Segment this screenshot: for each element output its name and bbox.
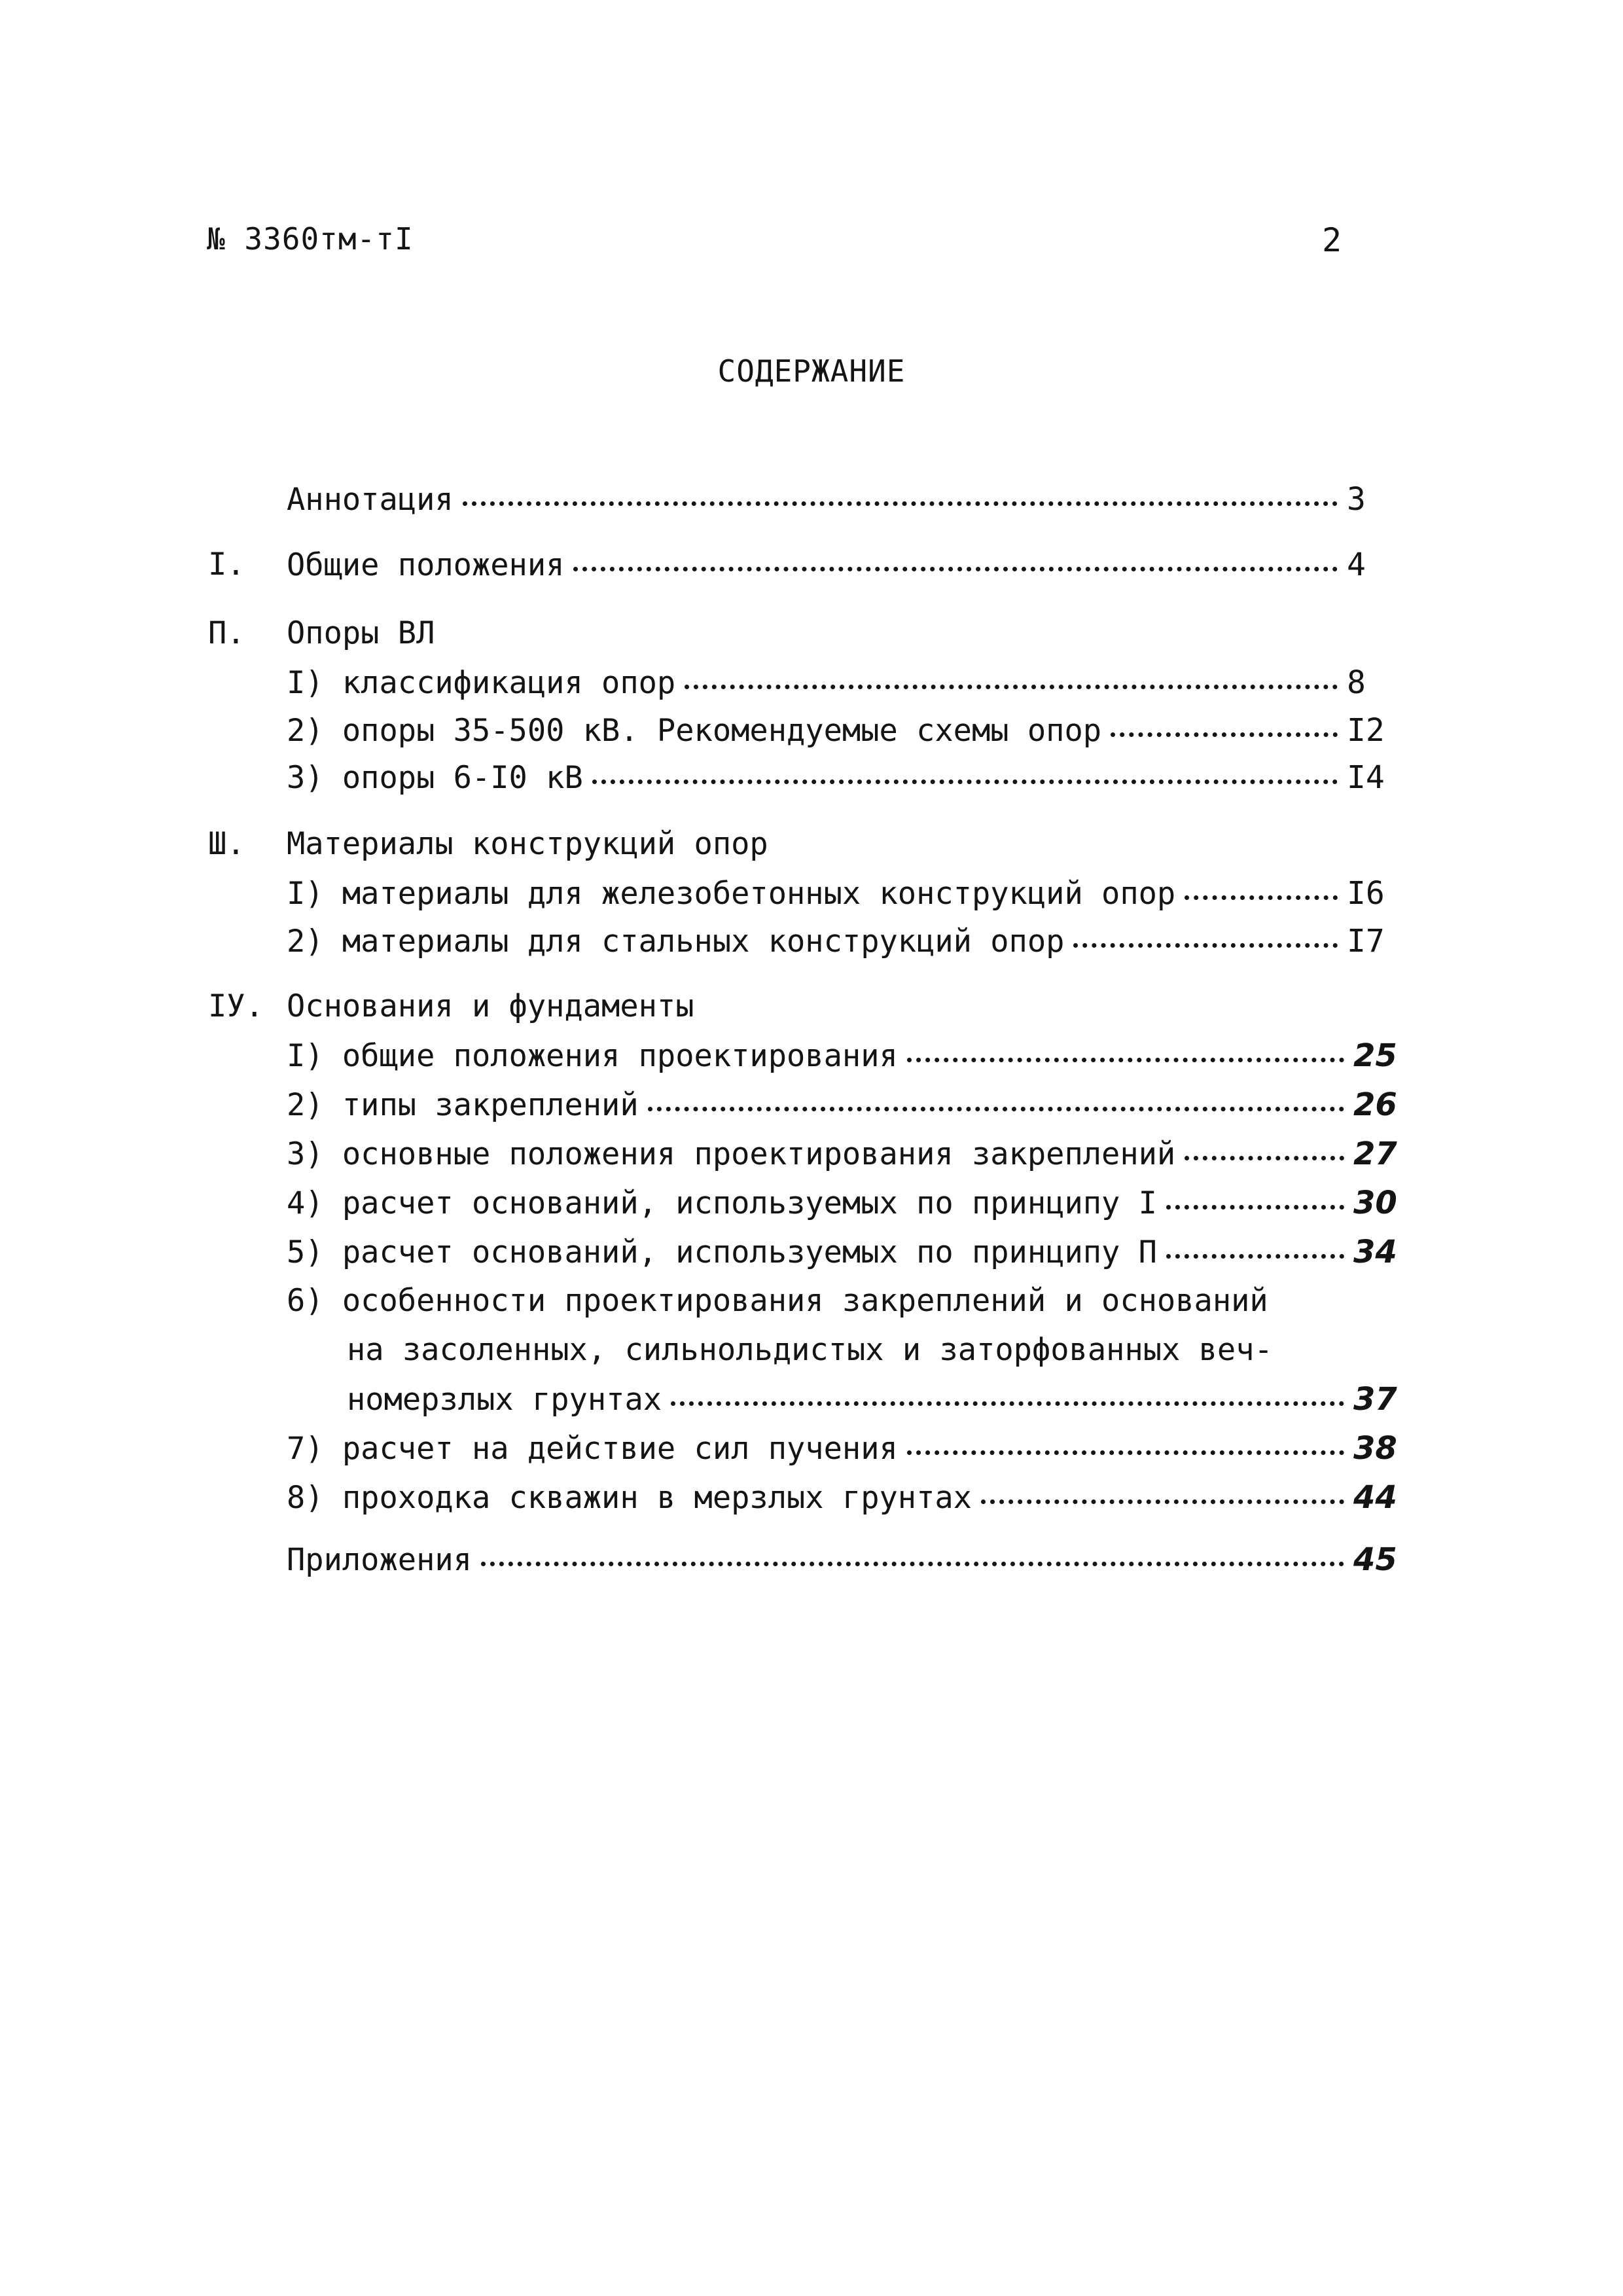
section-heading-2: Опоры ВЛ <box>287 615 435 651</box>
dot-leader <box>592 780 1338 784</box>
dot-leader <box>685 685 1338 689</box>
toc-entry-label: I) материалы для железобетонных конструкций опор <box>287 876 1176 912</box>
toc-entry-3-2 <box>287 923 1399 960</box>
dot-leader <box>907 1450 1344 1455</box>
toc-entry-4-6-line-2: на засоленных, сильнольдистых и заторфованных веч- <box>347 1332 1273 1368</box>
dot-leader <box>648 1107 1344 1111</box>
toc-entry-label: 8) проходка скважин в мерзлых грунтах <box>287 1480 972 1516</box>
toc-entry-4-1 <box>287 1037 1406 1074</box>
toc-entry-label: 7) расчет на действие сил пучения <box>287 1431 898 1467</box>
toc-entry-label: 3) основные положения проектирования закреплений <box>287 1136 1176 1172</box>
dot-leader <box>671 1401 1344 1406</box>
toc-entry-page: 3 <box>1347 481 1366 518</box>
toc-entry-label: Аннотация <box>287 482 454 518</box>
toc-entry-page: I6 <box>1347 875 1385 912</box>
dot-leader <box>463 501 1338 506</box>
toc-entry-page: I4 <box>1347 759 1385 796</box>
toc-entry-label: I) классификация опор <box>287 665 676 701</box>
toc-entry-label: 4) расчет оснований, используемых по принципу I <box>287 1185 1157 1221</box>
toc-entry-label: 2) материалы для стальных конструкций опор <box>287 924 1065 960</box>
toc-entry-label: 2) типы закреплений <box>287 1087 639 1123</box>
toc-entry-4-2 <box>287 1086 1406 1123</box>
toc-entry-label: Приложения <box>287 1542 472 1578</box>
toc-title: СОДЕРЖАНИЕ <box>717 353 906 389</box>
section-heading-4: Основания и фундаменты <box>287 988 694 1024</box>
toc-entry-4-7 <box>287 1430 1406 1467</box>
toc-entry-2-2 <box>287 712 1399 749</box>
document-number: № 3360тм-тI <box>207 221 414 257</box>
dot-leader <box>1185 895 1338 900</box>
dot-leader <box>1111 732 1338 737</box>
dot-leader <box>1073 943 1338 948</box>
section-heading-3: Материалы конструкций опор <box>287 826 768 862</box>
section-numeral-3: Ш. <box>208 826 245 862</box>
toc-entry-page: 8 <box>1347 664 1366 701</box>
toc-entry-annotation <box>287 481 1399 518</box>
toc-entry-label: 5) расчет оснований, используемых по принципу П <box>287 1234 1157 1270</box>
toc-entry-page: I7 <box>1347 923 1385 960</box>
dot-leader <box>481 1562 1344 1566</box>
toc-entry-4-5 <box>287 1234 1406 1270</box>
toc-entry-2-3 <box>287 759 1399 796</box>
page-number: 2 <box>1322 221 1342 259</box>
toc-entry-page: 38 <box>1353 1430 1397 1467</box>
toc-entry-label: Общие положения <box>287 547 565 583</box>
toc-entry-page: 45 <box>1353 1541 1397 1578</box>
toc-entry-4-6-line-1: 6) особенности проектирования закреплений и оснований <box>287 1283 1268 1319</box>
toc-entry-4-4 <box>287 1185 1406 1221</box>
toc-entry-4-6 <box>347 1381 1406 1418</box>
toc-entry-page: 34 <box>1353 1234 1397 1270</box>
toc-entry-page: 44 <box>1353 1479 1397 1516</box>
section-numeral-2: П. <box>208 615 245 651</box>
dot-leader <box>1166 1205 1344 1210</box>
toc-entry-page: 30 <box>1353 1185 1397 1221</box>
dot-leader <box>1166 1254 1344 1259</box>
dot-leader <box>573 567 1338 571</box>
toc-entry-section-1 <box>287 547 1399 583</box>
toc-entry-2-1 <box>287 664 1399 701</box>
toc-entry-page: 26 <box>1353 1086 1397 1123</box>
toc-entry-page: I2 <box>1347 712 1385 749</box>
toc-entry-label: 3) опоры 6-I0 кВ <box>287 760 583 796</box>
toc-entry-label: 2) опоры 35-500 кВ. Рекомендуемые схемы опор <box>287 713 1102 749</box>
dot-leader <box>907 1058 1344 1062</box>
toc-entry-page: 27 <box>1353 1136 1397 1172</box>
toc-entry-label: номерзлых грунтах <box>347 1382 662 1418</box>
toc-entry-page: 25 <box>1353 1037 1397 1074</box>
dot-leader <box>981 1499 1344 1504</box>
toc-entry-3-1 <box>287 875 1399 912</box>
toc-entry-page: 4 <box>1347 547 1366 583</box>
section-numeral-1: I. <box>208 547 245 583</box>
toc-entry-4-8 <box>287 1479 1406 1516</box>
toc-entry-page: 37 <box>1353 1381 1397 1418</box>
section-numeral-4: IУ. <box>208 988 264 1024</box>
toc-entry-label: I) общие положения проектирования <box>287 1038 898 1074</box>
toc-entry-4-3 <box>287 1136 1406 1172</box>
toc-entry-appendix <box>287 1541 1406 1578</box>
dot-leader <box>1185 1156 1344 1160</box>
